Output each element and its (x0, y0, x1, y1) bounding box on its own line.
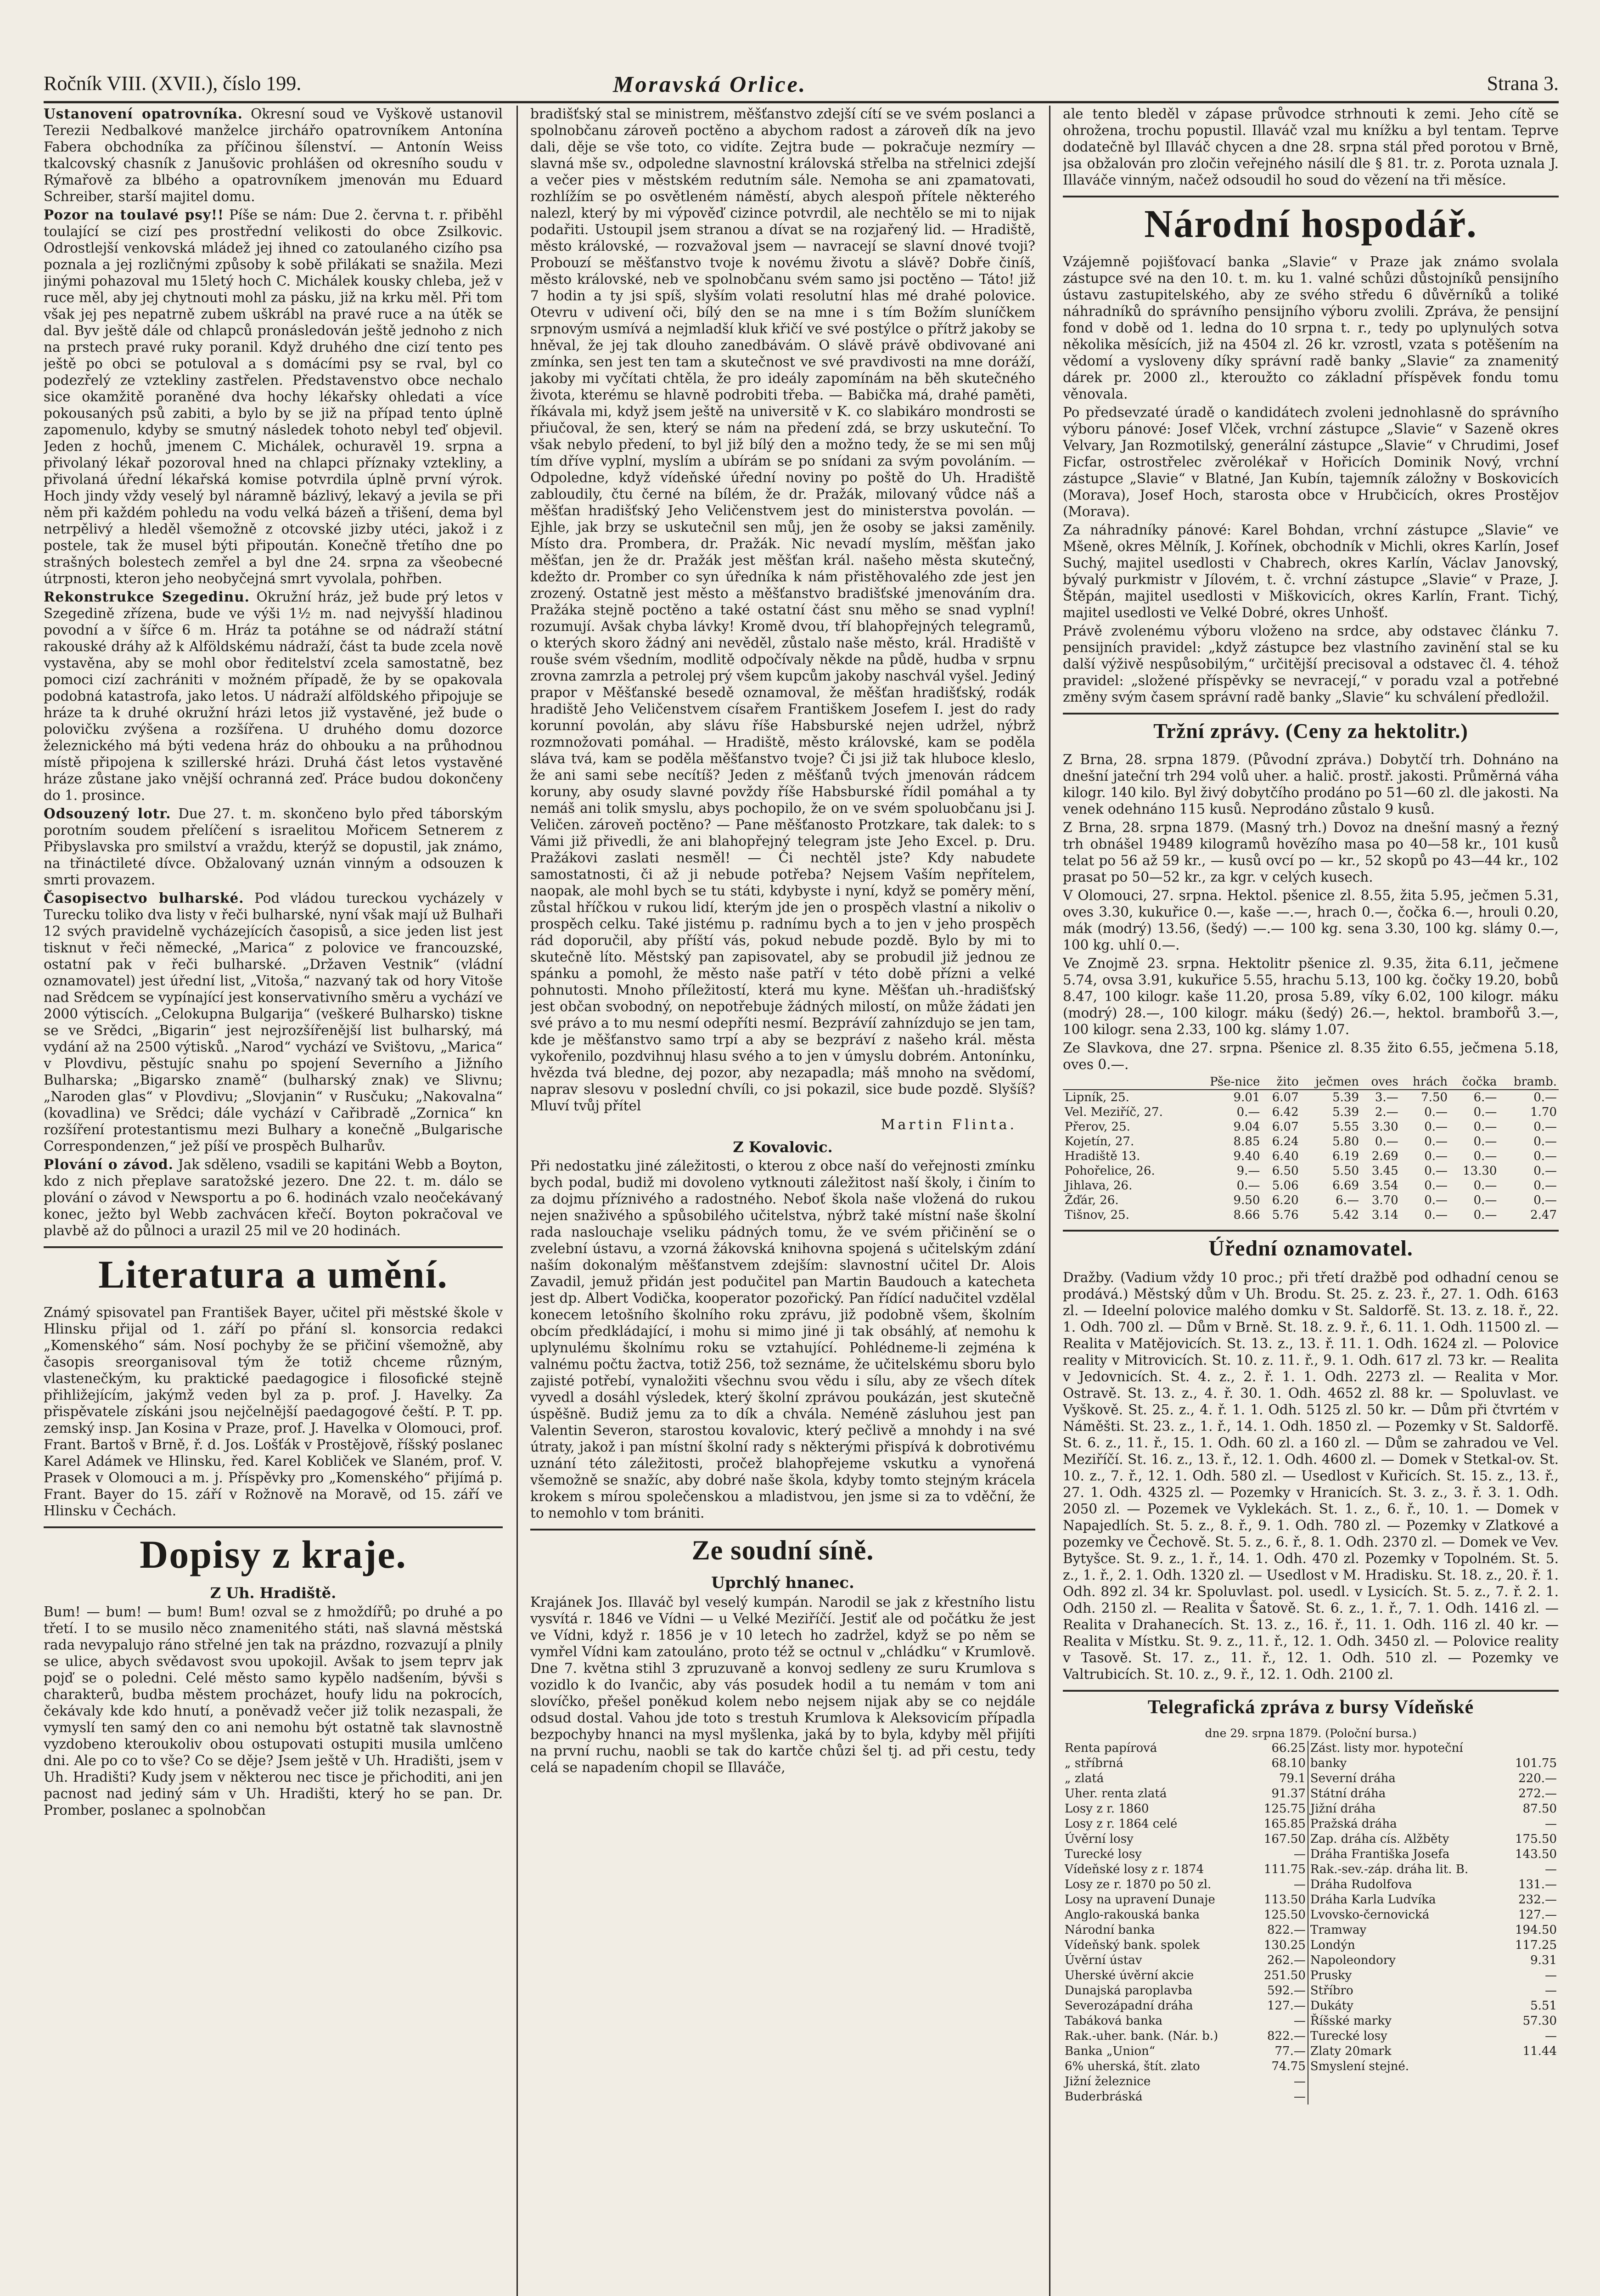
bourse-cell: „ zlatá (1065, 1772, 1104, 1785)
bourse-cell: Renta papírová (1065, 1741, 1157, 1755)
bourse-cell: — (1545, 2029, 1557, 2043)
bourse-cell: 68.10 (1252, 1756, 1308, 1771)
table-cell: Pohořelice, 26. (1065, 1164, 1155, 1178)
section-title-market: Tržní zprávy. (Ceny za hektolitr.) (1063, 713, 1559, 748)
table-row (1063, 1741, 1559, 1756)
market-report: Z Brna, 28. srpna 1879. (Původní zpráva.) Dobytčí trh. Dohnáno na dnešní jateční trh 294 volů uher. a halič. prostř. jakosti. Průměrná váha kilogr. 140 kilo. Byl živý dobytčího prodáno po 51—60 zl. dle jakosti. Na venek odehnáno 115 kusů. Neprodáno zůstalo 9 kusů. (1063, 752, 1559, 817)
bourse-cell: 113.50 (1252, 1892, 1308, 1908)
table-row (1063, 1998, 1559, 2014)
column-rule (516, 106, 518, 2296)
column-1 (44, 106, 503, 2296)
table-cell: 3.14 (1371, 1208, 1398, 1222)
table-cell: 0.— (1236, 1179, 1260, 1193)
table-cell: 5.80 (1332, 1135, 1359, 1148)
table-row (1063, 2074, 1559, 2089)
bourse-cell: Pražská dráha (1310, 1817, 1397, 1831)
bourse-cell: Vídeňský bank. spolek (1065, 1938, 1200, 1952)
bourse-cell: Severozápadní dráha (1065, 1999, 1193, 2013)
table-cell: Přerov, 25. (1065, 1120, 1130, 1134)
bourse-cell: Jižní železnice (1065, 2075, 1151, 2088)
issue-number: Ročník VIII. (XVII.), číslo 199. (44, 72, 302, 95)
table-cell: 6.— (1336, 1193, 1359, 1207)
table-row (1063, 2029, 1559, 2044)
table-cell: 3.54 (1371, 1179, 1398, 1193)
bourse-cell: Uherské úvěrní akcie (1065, 1969, 1194, 1982)
column-rule (1049, 106, 1050, 2296)
table-cell: 2.47 (1530, 1208, 1557, 1222)
bourse-cell: „ stříbrná (1065, 1756, 1123, 1770)
section-title-letters: Dopisy z kraje. (44, 1526, 503, 1581)
table-row (1063, 1923, 1559, 1938)
table-row (1063, 1862, 1559, 1877)
table-row (1063, 1908, 1559, 1923)
table-cell: 9.01 (1233, 1091, 1260, 1104)
table-cell: 3.45 (1371, 1164, 1398, 1178)
bourse-cell: — (1252, 2089, 1308, 2105)
section-title-court: Ze soudní síně. (530, 1529, 1035, 1570)
news-item-body: Jak sděleno, vsadili se kapitáni Webb a Boyton, kdo z nich přeplave saratožské jezero. Dne 22. t. m. dálo se plování o závod v Newsportu a po 6. hodinách vzalo neočekávaný konec, ježto byl Webb zachvácen křečí. Boyton pokračoval ve plavbě až do půlnoci a urazil 25 mil ve 20 hodinách. (44, 1157, 503, 1238)
section-title-office: Úřední oznamovatel. (1063, 1230, 1559, 1266)
table-cell: 5.42 (1332, 1208, 1359, 1222)
grain-table-header: Pše-nice (1193, 1075, 1262, 1090)
table-cell: 0.— (1473, 1208, 1497, 1222)
bourse-cell: Úvěrní ústav (1065, 1953, 1142, 1967)
bourse-cell: Zlaty 20mark (1310, 2044, 1392, 2058)
court-text: Krajánek Jos. Illaváč byl veselý kumpán. Narodil se jak z křestního listu vysvítá r. 1846 ve Vídni — u Velké Meziříčí. Jestiť ale od počátku že jest ve Vídni, když r. 1856 je v 10 letech ho zadržel, když se po něm se vymřel Vídni kam zatouláno, proto též se octnul v „chládku“ v Krumlově. Dne 7. května stihl 3 zpruzuvaně a konvoj sedleny ze suru Krumlova s vozidlo k do Ivančic, aby vás posudek hodil a tu nemám v tom ani slovíčko, přešel poněkud kolem nebo nejsem nijak aby se co nejdále odsud dostal. Vahou jde toto s trestuh Krumlova k Aleksovicím případla bezpochyby hnanci na mysl myšlenka, jaká by to byla, kdyby měl přijíti na první ruchu, naobli se tak do kartče chůzi šel tj. ad při cestu, tedy celá se napadením chopil se Illaváče, (530, 1594, 1035, 1775)
table-row (1063, 1149, 1559, 1164)
news-item-headline: Plování o závod. (44, 1156, 174, 1172)
bourse-cell: banky (1310, 1756, 1347, 1770)
grain-price-table (1063, 1075, 1559, 1222)
table-cell: 0.— (1473, 1120, 1497, 1134)
bourse-cell: — (1545, 1969, 1557, 1982)
bourse-cell: Turecké losy (1065, 1847, 1142, 1861)
grain-table-header: žito (1262, 1075, 1300, 1090)
news-item-headline: Časopisectvo bulharské. (44, 890, 244, 906)
table-cell: 5.39 (1332, 1105, 1359, 1119)
table-row (1063, 1801, 1559, 1817)
bourse-cell (1308, 2074, 1504, 2089)
bourse-subtitle: dne 29. srpna 1879. (Poloční bursa.) (1205, 1727, 1417, 1740)
bourse-cell: Vídeňské losy z r. 1874 (1065, 1863, 1204, 1876)
bourse-cell: Anglo-rakouská banka (1065, 1908, 1200, 1922)
market-report: Ve Znojmě 23. srpna. Hektolitr pšenice zl. 9.35, žita 6.11, ječmene 5.74, ovsa 3.91, kukuřice 5.55, hrachu 5.13, 100 kg. čočky 19.20, bobů 8.47, 100 kilogr. kaše 11.20, prosa 5.89, víky 6.02, 100 kilogr. máku (modrý) 28.—, 100 kilogr. máku (šedý) 26.—, hektol. brambořů 3.—, 100 kilogr. sena 2.33, 100 kg. slámy 1.07. (1063, 956, 1559, 1037)
office-text: Dražby. (Vadium vždy 10 proc.; při třetí dražbě pod odhadní cenou se prodává.) Městský dům v Uh. Brodu. St. 25. z. 23. ř., 27. 1. Odh. 6163 zl. — Ideelní polovice malého domku v St. Saldorfě. St. 13. z. 18. ř., 22. 1. Odh. 700 zl. — Dům v Brně. St. 18. z. 9. ř., 6. 11. 1. Odh. 11500 zl. — Realita v Matějovicích. St. 13. z., 13. ř. 11. 1. Odh. 1624 zl. — Polovice reality v Mitrovicích. St. 10. z. 11. ř., 9. 1. Odh. 617 zl. 73 kr. — Realita v Jedovnicích. St. 4. z., 2. ř. 1. 1. Odh. 2273 zl. — Realita v Mor. Ostravě. St. 13. z., 4. ř. 30. 1. Odh. 4652 zl. 88 kr. — Spoluvlast. ve Vyškově. St. 25. z., 4. ř. 1. 1. Odh. 5125 zl. 50 kr. — Dům při čtvrtém v Náměšti. St. 23. z., 1. ř., 14. 1. Odh. 1850 zl. — Pozemky v St. Saldorfě. St. 6. z., 11. ř., 15. 1. Odh. 60 zl. a 160 zl. — Dům se zahradou ve Vel. Meziříčí. St. 16. z., 13. ř., 12. 1. Odh. 4600 zl. — Domek v Stetkal-ov. St. 10. z., 7. ř., 12. 1. Odh. 580 zl. — Usedlost v Kuřicích. St. 15. z., 13. ř., 27. 1. Odh. 4325 zl. — Pozemky v Hranicích. St. 3. z., 3. ř. 3. 1. Odh. 2050 zl. — Pozemek ve Vyklekách. St. 1. z., 6. ř., 10. 1. — Domek v Napajedlích. St. 5. z., 8. ř., 9. 1. Odh. 780 zl. — Pozemky v Zlatkové a pozemky ve Čechově. St. 5. z., 6. ř., 8. 1. Odh. 2370 zl. — Domek ve Vev. Bytyšce. St. 9. z., 1. ř., 14. 1. Odh. 470 zl. Pozemky v Topolném. St. 5. z., 1. ř., 2. 1. Odh. 1320 zl. — Usedlost v M. Hradisku. St. 18. z., 20. ř. 1. Odh. 892 zl. 34 kr. Spoluvlast. pol. usedl. v Lysicích. St. 5. z., 7. ř. 2. 1. Odh. 2150 zl. — Realita v Šatově. St. 6. z., 1. ř., 7. 1. Odh. 1416 zl. — Realita v Drahanecích. St. 13. z., 16. ř., 11. 1. Odh. 116 zl. 40 kr. — Realita v Místku. St. 9. z., 11. ř., 12. 1. Odh. 3450 zl. — Polovice reality v Tasově. St. 17. z., 11. ř., 12. 1. Odh. 510 zl. — Pozemky ve Valtrubicích. St. 10. z., 9. ř., 12. 1. Odh. 2100 zl. (1063, 1270, 1559, 1682)
market-report: Z Brna, 28. srpna 1879. (Masný trh.) Dovoz na dnešní masný a řezný trh obnášel 19489 kilogramů hovězího masa po 40—58 kr., 101 kusů telat po 56 až 59 kr., — kusů ovcí po — kr., 52 skopů po 43—44 kr., 102 prasat po 50—52 kr., za kgr. v celých kusech. (1063, 820, 1559, 885)
bourse-cell: Turecké losy (1310, 2029, 1387, 2043)
newspaper-page (44, 0, 1559, 2296)
economy-paragraph: Po předsevzaté úradě o kandidátech zvoleni jednohlasně do správního výboru pánové: Josef Vlček, vrchní zástupce „Slavie“ v Sazeně okres Velvary, Jan Rozmotilský, generální zástupce „Slavie“ v Chrudimi, Josef Ficfar, ostrostřelec zvěrolékař v Hořicích Dominik Nový, vrchní zástupce „Slavie“ v Blatné, Jan Kubín, tajemník záložny v Boskovicích (Morava), Josef Hoch, starosta obce v Hrubčicích, okres Prostějov (Morava). (1063, 405, 1559, 519)
table-cell: 0.— (1473, 1105, 1497, 1119)
table-cell: 6.19 (1332, 1149, 1359, 1163)
table-cell: 5.06 (1272, 1179, 1299, 1193)
bourse-cell: 79.1 (1252, 1771, 1308, 1786)
table-cell: 3.— (1375, 1091, 1398, 1104)
bourse-cell: Severní dráha (1310, 1772, 1396, 1785)
table-cell: 6.07 (1272, 1091, 1299, 1104)
table-cell: 0.— (1473, 1179, 1497, 1193)
bourse-cell: Prusky (1310, 1969, 1352, 1982)
bourse-cell: 592.— (1252, 1983, 1308, 1998)
bourse-cell: — (1545, 1984, 1557, 1998)
bourse-cell: Stříbro (1310, 1984, 1353, 1998)
news-item-body: Okružní hráz, jež bude prý letos v Szegedině zřízena, bude ve výši 1½ m. nad nejvyšší hladinou povodní a v šířce 6 m. Hráz ta potáhne se od nádraží státní rakouské dráhy až k Alföldskému nádraží, část ta bude zcela nově vystavěna, aby se mohl obor ředitelství zcela samostatně, bez pomoci cizí zachrániti v možném případě, že by se opakovala podobná katastrofa, jako letos. U nádraží alföldského připojuje se hráze ta k druhé okružní hrázi letos již vystavěné, jež bude o polovičku zvýšena a rozšířena. U druhého domu dozorce železnického má býti vedena hráz do ohbouku a na průhodnou místě připojena k szillerské hrázi. Druhá část letos vystavěné hráze zůstane jako vnější ochranná zeď. Práce budou dokončeny do 1. prosince. (44, 589, 503, 803)
table-row (1063, 1968, 1559, 1983)
table-cell: 2.— (1375, 1105, 1398, 1119)
table-cell: 6.— (1473, 1091, 1497, 1104)
table-cell: 8.85 (1233, 1135, 1260, 1148)
table-cell: 0.— (1533, 1164, 1557, 1178)
table-cell: Jihlava, 26. (1065, 1179, 1133, 1193)
grain-table-header: hrách (1400, 1075, 1449, 1090)
table-cell: 9.04 (1233, 1120, 1260, 1134)
table-cell: 8.66 (1233, 1208, 1260, 1222)
table-row (1063, 1178, 1559, 1193)
market-report: Ze Slavkova, dne 27. srpna. Pšenice zl. 8.35 žito 6.55, ječmena 5.18, oves 0.—. (1063, 1040, 1559, 1072)
table-cell: Kojetín, 27. (1065, 1135, 1134, 1148)
news-item-body: Due 27. t. m. skončeno bylo před táborským porotním soudem přelíčení s israelitou Mořicem Setnerem z Přibyslavska pro smilství a vraždu, kterýž se dopustil, jak známo, na třináctileté dívce. Obžalovaný uznán vinným a odsouzen k smrti provazem. (44, 806, 503, 888)
table-cell: 1.70 (1530, 1105, 1557, 1119)
masthead-title: Moravská Orlice. (613, 71, 807, 97)
bourse-cell: 143.50 (1515, 1847, 1557, 1861)
table-cell: 0.— (1533, 1193, 1557, 1207)
table-cell: 6.69 (1332, 1179, 1359, 1193)
table-cell: Vel. Meziříč, 27. (1065, 1105, 1163, 1119)
table-cell: 9.40 (1233, 1149, 1260, 1163)
bourse-cell: Uher. renta zlatá (1065, 1787, 1167, 1801)
table-row (1063, 1756, 1559, 1771)
news-items (44, 106, 503, 1239)
bourse-cell: 6% uherská, štít. zlato (1065, 2060, 1200, 2073)
bourse-cell: 272.— (1518, 1787, 1557, 1801)
bourse-cell: Úvěrní losy (1065, 1832, 1134, 1846)
table-cell: 0.— (1533, 1135, 1557, 1148)
bourse-cell: Říšské marky (1310, 2014, 1392, 2028)
table-cell: 0.— (1533, 1120, 1557, 1134)
news-item-headline: Ustanovení opatrovníka. (44, 106, 243, 122)
table-row (1063, 1786, 1559, 1801)
bourse-table (1063, 1741, 1559, 2105)
economy-paragraph: Právě zvolenému výboru vloženo na srdce, aby odstavec článku 7. pensijních pravidel: „když zástupce bez vlastního zavinění stal se ku další výživě nespůsobilým,“ určitější precisoval a odstavec čl. 4. téhož pravidel: „složené příspěvky se nevracejí,“ v poradu vzal a potřebné změny svým časem správní radě banky „Slavie“ ku schválení předložil. (1063, 623, 1559, 705)
court-continuation: ale tento bleděl v zápase průvodce strhnouti k zemi. Jeho cítě se ohrožena, trochu popustil. Illaváč vzal mu knížku a byl tentam. Teprve dodatečně byl Illaváč chycen a dne 28. srpna stál před porotou v Brně, jsa obžalován pro zločin veřejného násilí dle § 81. tr. z. Porota uznala J. Illaváče vinným, načež odsoudil ho soud do vězení na tři měsíce. (1063, 106, 1559, 188)
table-row (1063, 1817, 1559, 1832)
grain-table-header (1063, 1075, 1193, 1090)
table-cell: 5.76 (1272, 1208, 1299, 1222)
bourse-cell: Zást. listy mor. hypoteční (1310, 1741, 1463, 1755)
bourse-cell: Losy z r. 1864 celé (1065, 1817, 1178, 1831)
table-cell: 6.40 (1272, 1149, 1299, 1163)
economy-items (1063, 253, 1559, 705)
table-cell: 6.20 (1272, 1193, 1299, 1207)
bourse-cell: Londýn (1310, 1938, 1355, 1952)
table-row (1063, 1771, 1559, 1786)
table-row (1063, 1983, 1559, 1998)
section-title-literature: Literatura a umění. (44, 1246, 503, 1300)
grain-table-header: oves (1361, 1075, 1400, 1090)
column-2 (530, 106, 1035, 2296)
bourse-cell (1504, 2074, 1559, 2089)
table-cell: 9.50 (1233, 1193, 1260, 1207)
table-cell: 0.— (1473, 1193, 1497, 1207)
grain-table-header: čočka (1449, 1075, 1499, 1090)
bourse-cell: 175.50 (1515, 1832, 1557, 1846)
bourse-cell: 127.— (1252, 1998, 1308, 2014)
table-cell: 0.— (1424, 1120, 1448, 1134)
column-3 (1063, 106, 1559, 2296)
news-item-body: Píše se nám: Due 2. června t. r. přiběhl toulající se cizí pes prostřední velikosti do obce Zsilkovic. Odrostlejší venkovská mládež jej ihned co zatoulaného cizího psa poznala a jej rozličnými způsoby k sobě přilákati se snažila. Mezi jinými pohazoval mu 15letý hoch C. Michálek kousky chleba, jež v ruce měl, aby jej chytnouti mohl za pásku, již na krku měl. Při tom však jej pes nepatrně zubem uškrábl na pravé ruce a na útěk se dal. Byv ještě dále od chlapců pronásledován ještě jednoho z nich na prstech pravé ruky poranil. Když druhého dne cizí tento pes ještě po obci se potuloval a s domácími psy se rval, byl co podezřelý ze vztekliny zastřelen. Představenstvo obce nechalo sice okamžitě poraněné dva hochy lékařsky ohledati a více pokousaných psů zabiti, a bylo by se již na případ tento úplně zapomenulo, kdyby se smutný následek tohoto nebyl teď objevil. Jeden z hochů, jmenem C. Michálek, ochuravěl 19. srpna a přivolaný lékař pozoroval hned na chlapci příznaky vztekliny, a přivolaná úřední lékařská komise potvrdila úplně první výrok. Hoch jindy vždy veselý byl náramně bázlivý, lekavý a jevila se při něm při každém pohledu na vodu velká bázeň a třišení, dema byl netrpělivý a hleděl všemožně z otcovské jizby utéci, jakož i z postele, tak že musel býti připoután. Konečně třetího dne po strašných bolestech zemřel a byl dne 24. srpna za všeobecné útrpnosti, kteron jeho neobyčejná smrt vyvolala, pohřben. (44, 207, 503, 586)
market-report: V Olomouci, 27. srpna. Hektol. pšenice zl. 8.55, žita 5.95, ječmen 5.31, oves 3.30, kukuřice 0.—, kaše —.—, hrach 0.—, čočka 6.—, hrouli 0.20, mák (modrý) 13.56, (šedý) —.— 100 kg. sena 3.30, 100 kg. slámy 0.—, 100 kg. uhlí 0.—. (1063, 888, 1559, 953)
table-cell: 7.50 (1421, 1091, 1448, 1104)
table-cell: 3.30 (1371, 1120, 1398, 1134)
economy-paragraph: Vzájemně pojišťovací banka „Slavie“ v Praze jak známo svolala zástupce své na den 10. t. m. ku 1. valné schůzi důstojníků pensijního ústavu zastupitelského, aby ze svého středu 6 důvěrníků a toliké náhradníků do správního pensijního výboru zvolili. Zpráva, že pensijní fond v době od 1. ledna do 10 srpna t. r., tedy po uplynulých sotva několika měsících, již na 4504 zl. 26 kr. vzrostl, vzata s potěšením na vědomí a vysloveny díky správní radě banky „Slavie“ za znamenitý dárek pr. 2000 zl., kteroužto co základní příspěvek fondu tomu věnovala. (1063, 254, 1559, 402)
news-item (44, 589, 503, 804)
bourse-cell: 91.37 (1252, 1786, 1308, 1801)
page-header (44, 69, 1559, 103)
bourse-cell: 101.75 (1515, 1756, 1557, 1770)
bourse-cell: 11.44 (1522, 2044, 1557, 2058)
news-item (44, 805, 503, 888)
bourse-cell: Buderbráská (1065, 2090, 1143, 2104)
table-row (1063, 1105, 1559, 1120)
bourse-cell: Tramway (1310, 1923, 1367, 1937)
news-item (44, 1156, 503, 1239)
news-item-headline: Odsouzený lotr. (44, 805, 171, 822)
table-cell: 6.07 (1272, 1120, 1299, 1134)
table-row (1063, 1193, 1559, 1208)
bourse-cell: Dráha Františka Josefa (1310, 1847, 1450, 1861)
news-item (44, 890, 503, 1154)
table-cell: 0.— (1424, 1193, 1448, 1207)
bourse-cell: Rak.-sev.-záp. dráha lit. B. (1310, 1863, 1469, 1876)
table-row (1063, 1877, 1559, 1892)
table-cell: 0.— (1424, 1149, 1448, 1163)
dateline: Z Uh. Hradiště. (210, 1584, 337, 1602)
bourse-cell: — (1252, 1847, 1308, 1862)
bourse-cell: 111.75 (1252, 1862, 1308, 1877)
literature-text: Známý spisovatel pan František Bayer, učitel při městské škole v Hlinsku přijal od 1. září po přání sl. konsorcia redakci „Komenského“ sám. Nosí pochyby že se přičiní všemožně, aby časopis sreorganisoval tým že totiž chceme různým, vlastenečkým, ku praktické paedagogice i filosofické stejně přihližejícím, jakýmž veden byl za p. prof. J. Havelky. Za přispěvatele získáni jsou nejčelnější paedagogové čeští. P. T. pp. zemský insp. Jan Kosina v Praze, prof. J. Havelka v Olomouci, prof. Frant. Bartoš v Brně, ř. d. Jos. Lošťák v Prostějově, říšský poslanec Karel Adámek ve Hlinsku, řed. Karel Kobliček ve Slaném, prof. V. Prasek v Olomouci a m. j. Příspěvky pro „Komenského“ přijímá p. Frant. Bayer do 15. září v Rožnově na Moravě, od 15. září ve Hlinsku v Čechách. (44, 1305, 503, 1519)
table-cell: 0.— (1375, 1135, 1398, 1148)
bourse-cell: Losy z r. 1860 (1065, 1802, 1149, 1816)
bourse-cell: Losy na upravení Dunaje (1065, 1893, 1215, 1907)
table-cell: 6.24 (1272, 1135, 1299, 1148)
bourse-cell: — (1252, 2014, 1308, 2029)
bourse-cell: — (1545, 1863, 1557, 1876)
bourse-cell: 165.85 (1252, 1817, 1308, 1832)
table-cell: 0.— (1424, 1179, 1448, 1193)
news-item (44, 106, 503, 205)
bourse-cell: Banka „Union“ (1065, 2044, 1156, 2058)
bourse-cell: Tabáková banka (1065, 2014, 1162, 2028)
table-cell: 0.— (1236, 1105, 1260, 1119)
bourse-cell: Smyslení stejné. (1310, 2060, 1409, 2073)
news-item-body: Okresní soud ve Vyškově ustanovil Terezii Nedbalkové manželce jirchářo opatrovníkem Antonína Fabera obchodníka za příčinou šílenství. — Antonín Weiss tkalcovský chasník z Janušovic prohlášen od okresního soudu v Rýmařově za blbého a opatrovníkem jmenován mu Eduard Schreiber, starší majitel domu. (44, 106, 503, 204)
signature: Martin Flinta. (881, 1117, 1017, 1133)
table-row (1063, 1120, 1559, 1134)
table-cell: 6.42 (1272, 1105, 1299, 1119)
bourse-cell: 262.— (1252, 1953, 1308, 1968)
table-cell: 5.50 (1332, 1164, 1359, 1178)
bourse-cell: 194.50 (1515, 1923, 1557, 1937)
table-row (1063, 1090, 1559, 1105)
bourse-cell: 5.51 (1530, 1999, 1557, 2013)
table-row (1063, 1832, 1559, 1847)
table-cell: 0.— (1473, 1149, 1497, 1163)
bourse-cell: Dukáty (1310, 1999, 1353, 2013)
table-cell: 2.69 (1371, 1149, 1398, 1163)
table-cell: 0.— (1424, 1164, 1448, 1178)
bourse-cell: — (1545, 1817, 1557, 1831)
table-row (1063, 1208, 1559, 1222)
bourse-cell: Dráha Rudolfova (1310, 1878, 1412, 1891)
bourse-cell: 117.25 (1515, 1938, 1557, 1952)
table-row (1063, 2059, 1559, 2074)
bourse-cell (1504, 2059, 1559, 2074)
bourse-cell: Losy ze r. 1870 po 50 zl. (1065, 1878, 1212, 1891)
table-cell: 0.— (1424, 1135, 1448, 1148)
bourse-cell: Dunajská paroplavba (1065, 1984, 1193, 1998)
table-cell: 0.— (1533, 1091, 1557, 1104)
news-item-headline: Pozor na toulavé psy!! (44, 207, 224, 223)
news-item-body: Pod vládou tureckou vycházely v Turecku toliko dva listy v řeči bulharské, nyní však mají už Bulhaři 12 svých pravidelně vycházejících časopisů, a sice jeden list jest tisknut v řeči německé, „Marica“ z polovice ve francouzské, ostatní pak v řeči bulharské. „Državen Vestnik“ (vládní oznamovatel) jest úřední list, „Vitoša,“ nazvaný tak od hory Vitoše nad Srědcem se vypínající jest konservativního směru a vychází ve 2000 výtiscích. „Celokupna Bulgarija“ (veškeré Bulharsko) tiskne se ve Srědci, „Bigarin“ jest nejrozšířenější list bulharský, má vydání až na 2500 výtisků. „Narod“ vychází ve Svištovu, „Marica“ v Plovdivu, pěstujíc snahu po spojení Severního a Jižního Bulharska; „Bigarsko znamě“ (bulharský znak) ve Slivnu; „Naroden glas“ v Plovdivu; „Slovjanin“ v Rusčuku; „Nakovalna“ (kovadlina) ve Srědci; dále vychází v Cařibradě „Zornica“ kn rozšíření protestantismu mezi Bulhary a konečně „Bulgarische Correspondenzen,“ jež píší ve prospěch Bulharův. (44, 890, 503, 1154)
table-cell: 13.30 (1463, 1164, 1497, 1178)
table-row (1063, 2089, 1559, 2105)
dateline: Z Kovalovic. (733, 1138, 833, 1156)
bourse-cell: 87.50 (1522, 1802, 1557, 1816)
bourse-cell: — (1252, 1877, 1308, 1892)
bourse-cell: 127.— (1518, 1908, 1557, 1922)
table-cell: Lipník, 25. (1065, 1091, 1129, 1104)
bourse-cell: Jižní dráha (1310, 1802, 1376, 1816)
table-cell: 0.— (1533, 1149, 1557, 1163)
table-cell: 0.— (1473, 1135, 1497, 1148)
grain-table-header: ječmen (1301, 1075, 1361, 1090)
bourse-cell: 232.— (1518, 1893, 1557, 1907)
letter-text: Bum! — bum! — bum! Bum! ozval se z hmoždířů; po druhé a po třetí. I to se musilo něco znamenitého státi, naš slavná městská rada nevypalujo ráno střelné jen tak na prázdno, rozvazují a plnily se ulice, abych svědavost svou upokojil. Avšak to jsem teprv jak pojď se o poledni. Celé město samo kypělo nadšením, bývši s charakterů, budba městem procházet, houfy lidu na pokrocích, čekávaly kde kdo hnutí, a poněvadž večer již tolik nezaspali, že vymyslí ten samý den co ani nemohu být ostatně tak slavnostně vyzdobeno kteroukoliv obou ostupovati ostupiti musila umlčeno dni. Ale po co to vše? Co se děje? Jsem ještě v Uh. Hradišti, jsem v Uh. Hradišti? Kudy jsem v některou nec tisce je přichoditi, ani jen pacnost nad jediný sám v Uh. Hradišti, který ho se pan. Dr. Promber, poslanec a spolnobčan (44, 1604, 503, 1818)
bourse-cell: 66.25 (1252, 1741, 1308, 1756)
table-cell: Hradiště 13. (1065, 1149, 1140, 1163)
grain-table-header: bramb. (1499, 1075, 1559, 1090)
kovalovice-text: Při nedostatku jiné záležitosti, o kterou z obce naší do veřejnosti zmínku bych podal, budiž mi dovoleno vytknouti záležitost naší školy, i činím to za dojmu příznivého a radostného. Neboť škola naše vložená do rukou nejen snaživého a spůsobilého učitelstva, nýbrž také místní naše školní rada naslouchaje vseliku pádných tomu, že ve svém přičinění se o zvelební ústavu, a vzorná žákovská knihovna spojená s učitelským zdání naším dokonalým měšťanstvem zdejším: slavnostní učitel Dr. Alois Zavadil, jemuž přidán jest podučitel pan Martin Baudouch a katecheta jest dp. Albert Vodička, kooperator pozořický. Pan řídící nadučitel vzdělal konecem letošního školního roku zprávu, již podobně všem, školním obcím předkládající, i mohu si mimo jiné ji tak obsáhlý, ať nemohu k uplynulému školnímu roku se vztahující. Pohlédneme-li zejména k valnému počtu žactva, totiž 256, tož seznáme, že učitelskému sboru bylo zajisté potřebí, vynaložiti všechnu svou vědu i sílu, aby ze všech dítek vyvedl a dosáhl výsledek, který školní zprávou poukázán, jest skutečně úspěšně. Budiž jemu za to dík a chvála. Neméně zásluhou jest pan Valentin Severon, starostou kovalovic, který pečlivě a mnohdy i na své útraty, jakož i pan místní školní rady s některými přispívá k dobrotivému uznání této záležitosti, pročež blahopřejeme vskutku a vynořená všemožně se snažíc, aby dobré naše škola, kdyby tomto stejným krácela krokem s mírou společenskou a mladistvou, jen jsme si za to vděční, že to nemohlo v tom brániti. (530, 1158, 1035, 1521)
bourse-cell: 57.30 (1522, 2014, 1557, 2028)
table-row (1063, 1892, 1559, 1908)
table-row (1063, 1134, 1559, 1149)
bourse-cell: 130.25 (1252, 1938, 1308, 1953)
table-cell: 0.— (1424, 1105, 1448, 1119)
bourse-cell: Státní dráha (1310, 1787, 1386, 1801)
page-number: Strana 3. (1487, 72, 1559, 95)
bourse-cell: 822.— (1252, 2029, 1308, 2044)
bourse-cell: 220.— (1518, 1772, 1557, 1785)
table-cell: 6.50 (1272, 1164, 1299, 1178)
table-cell: 3.70 (1371, 1193, 1398, 1207)
bourse-cell: 74.75 (1252, 2059, 1308, 2074)
letter-continuation: bradišťský stal se ministrem, měšťanstvo zdejší cítí se ve svém poslanci a spolnobčanu zároveň poctěno a abychom radost a zároveň dík na jevo dali, děje se vše toto, co vidíte. Zejtra bude — pokračuje nezmíry — slavná mše sv., odpoledne slavnostní královská střelba na střelnici zdejší a večer pies v městském redutním sále. Nemoha se ani zpamatovati, rozhlížím se po osvětleném náměstí, abych alespoň přítele některého nalezl, který by mi výpověď cizince potvrdil, ale nechtělo se mi to nijak podařiti. Ustoupil jsem stranou a dívat se na rozjařený lid. — Hradiště, město královské, — rozvažoval jsem — navracejí se slavní dnové tvoji? Probouzí se měšťanstvo tvoje k novému životu a slávě? Dobře činíš, město královské, neb ve spolnobčanu svém samo jsi poctěno — Táto! již 7 hodin a ty jsi spíš, slyším volati resolutní hlas mé drahé polovice. Otevru v udivení oči, bílý den se na mne i s tím Božím sluníčkem srpnovým usmívá a nejmladší kluk křičí ve své postýlce o přítrž jakoby se hněval, že jej tak dlouho zanedbávám. O slávě právě obdivované ani zmínka, sen jest ten tam a skutečnost ve své pravdivosti na mne doráží, jakoby mi vyčítati chtěla, že pro ideály zapomínám na běh skutečného života, kterému se hlavně podrobiti třeba. — Babička má, drahé paměti, říkávala mi, když jsem ještě na universitě v K. co slabikáro mondrosti se přiučoval, že sen, který se nám na předení zdá, se brzy uskuteční. To však nebylo předení, to byl již bílý den a možno tedy, že se mi sen můj tím dříve vyplní, myslím a ubírám se po snídani za svým povoláním. — Odpoledne, když vídeňské úřední noviny po poště do Uh. Hradiště zabloudily, čtu černé na bílém, že dr. Pražák, milovaný vůdce náš a měšťan hradišťský Jeho Veličenstvem jest do ministerstva povolán. — Ejhle, jak brzy se uskutečnil sen můj, jen že osoby se jaksi zaměnily. Místo dra. Prombera, dr. Pražák. Nic nevadí myslím, měšťan jako měšťan, jen že dr. Pražák jest měšťan král. našeho města skutečný, kdežto dr. Promber co syn úředníka k nám přistěhovalého zde jest jen zrozený. Ostatně jest město a měšťanstvo bradišťské jmenováním dra. Pražáka stejně poctěno a také ostatní část snu měho se snad vyplní! rozumují. Avšak chyba lávky! Kromě dvou, tří blahopřejných telegramů, o kterých skoro žádný ani nevěděl, zůstalo naše město, král. Hradiště v rouše svém všedním, modlitě odpočívaly někde na půdě, hudba v srpnu zrovna zamrzla a petrolej prý všem kupcům jakoby naschvál vyšel. Jediný prapor v Měšťanské besedě oznamoval, že měšťan hradišťský, rodák hradiště Jeho Veličenstvem císařem Františkem Josefem I. jest do rady korunní povolán, aby slávu říše Habsburské nejen udržel, nýbrž rozmnožovati pomáhal. — Hradiště, město královské, kam se poděla sláva tvá, kam se poděla měšťanstvo tvoje? Či jsi již tak hluboce kleslo, že ani sami sebe necítíš? Jeden z měšťanů tvých jmenován rádcem koruny, aby osudy slavné povždy říše Habsburské řídil pomáhal a ty nemáš ani tolik smyslu, abys pochopilo, že on ve svém spoluobčanu jsi J. Veličen. zároveň poctěno? — Pane měšťanosto Protzkare, tak dalek: to s Vámi již přivedli, že ani blahopřejný telegram jste Jeho Excel. p. Dru. Pražákovi zaslati nesměl! — Či nechtěl jste? Kdy nabudete samostatnosti, či až ji nebude potřeba? Nejsem Vaším nepřítelem, naopak, ale mohl bych se tu státi, kdybyste i nyní, když se poměry mění, zůstal hříčkou v rukou lidí, kterým jde jen o prospěch vlastní a nikoliv o prospěch celku. Také jistému p. radnímu bych a to jen v jeho prospěch rád doporučil, aby příští vás, pokud nebude pozdě. Bylo by mi to skutečně líto. Městský pan zapisovatel, aby se probudil již jednou ze spánku a pomohl, že město naše patří v této době přízni a velké pohnutosti. Mnoho příležitostí, která mu kyne. Měšťan uh.-hradišťský jest občan svobodný, on nepotřebuje žádných milostí, on může žádati jen své právo a to mu nesmí odepříti nesmí. Bezprávíí zahnízdujo se jen tam, kde je měšťanstvo samo trpí a aby se bezpráví z našeho král. města vykořenilo, pozdvihnuj hlasu svého a to jen v úmyslu dobrém. Antonínku, hvězda tvá bledne, dej pozor, aby nezapadla; máš mnoho na svědomí, naprav slesovu v poslední chvíli, co jsi pokazil, sice bude pozdě. Slyšíš? Mluví tvůj přítel (530, 106, 1035, 1114)
bourse-cell: 167.50 (1252, 1832, 1308, 1847)
bourse-cell: Národní banka (1065, 1923, 1155, 1937)
bourse-cell: Lvovsko-černovická (1310, 1908, 1430, 1922)
court-subtitle: Uprchlý hnanec. (711, 1574, 854, 1592)
news-item (44, 207, 503, 587)
bourse-cell (1504, 2089, 1559, 2105)
table-cell: 0.— (1424, 1208, 1448, 1222)
bourse-cell: Zap. dráha cís. Alžběty (1310, 1832, 1449, 1846)
table-row (1063, 1938, 1559, 1953)
bourse-cell: 9.31 (1530, 1953, 1557, 1967)
bourse-cell (1504, 1741, 1559, 1756)
table-row (1063, 1847, 1559, 1862)
table-row (1063, 2044, 1559, 2059)
bourse-cell: Rak.-uher. bank. (Nár. b.) (1065, 2029, 1218, 2043)
table-row (1063, 1164, 1559, 1178)
table-cell: 5.55 (1332, 1120, 1359, 1134)
bourse-cell: Napoleondory (1310, 1953, 1396, 1967)
section-title-economy: Národní hospodář. (1063, 196, 1559, 250)
bourse-cell: 822.— (1252, 1923, 1308, 1938)
economy-paragraph: Za náhradníky pánové: Karel Bohdan, vrchní zástupce „Slavie“ ve Mšeně, okres Mělník, J. Kořínek, obchodník v Michli, okres Karlín, Josef Suchý, majitel usedlosti v Chabrech, okres Karlín, Václav Janovský, bývalý purkmistr v Jílovém, t. č. vrchní zástupce „Slavie“ v Praze, J. Štěpán, majitel usedlosti v Miškovicích, okres Karlín, Frant. Tichý, majitel usedlosti ve Velké Dobré, okres Unhošť. (1063, 522, 1559, 620)
news-item-headline: Rekonstrukce Szegedinu. (44, 589, 250, 605)
table-cell: 9.— (1236, 1164, 1260, 1178)
bourse-cell: 251.50 (1252, 1968, 1308, 1983)
bourse-cell: 125.50 (1252, 1908, 1308, 1923)
bourse-cell: 131.— (1518, 1878, 1557, 1891)
section-title-bourse: Telegrafická zpráva z bursy Vídeňské (1063, 1690, 1559, 1723)
table-cell: 5.39 (1332, 1091, 1359, 1104)
table-cell: Žďár, 26. (1065, 1193, 1119, 1207)
table-row (1063, 1953, 1559, 1968)
table-cell: Tišnov, 25. (1065, 1208, 1129, 1222)
table-cell: 0.— (1533, 1179, 1557, 1193)
bourse-cell: Dráha Karla Ludvíka (1310, 1893, 1436, 1907)
bourse-cell: 77.— (1252, 2044, 1308, 2059)
bourse-cell: — (1252, 2074, 1308, 2089)
bourse-cell: 125.75 (1252, 1801, 1308, 1817)
bourse-cell (1308, 2089, 1504, 2105)
market-items (1063, 751, 1559, 1073)
table-row (1063, 2014, 1559, 2029)
